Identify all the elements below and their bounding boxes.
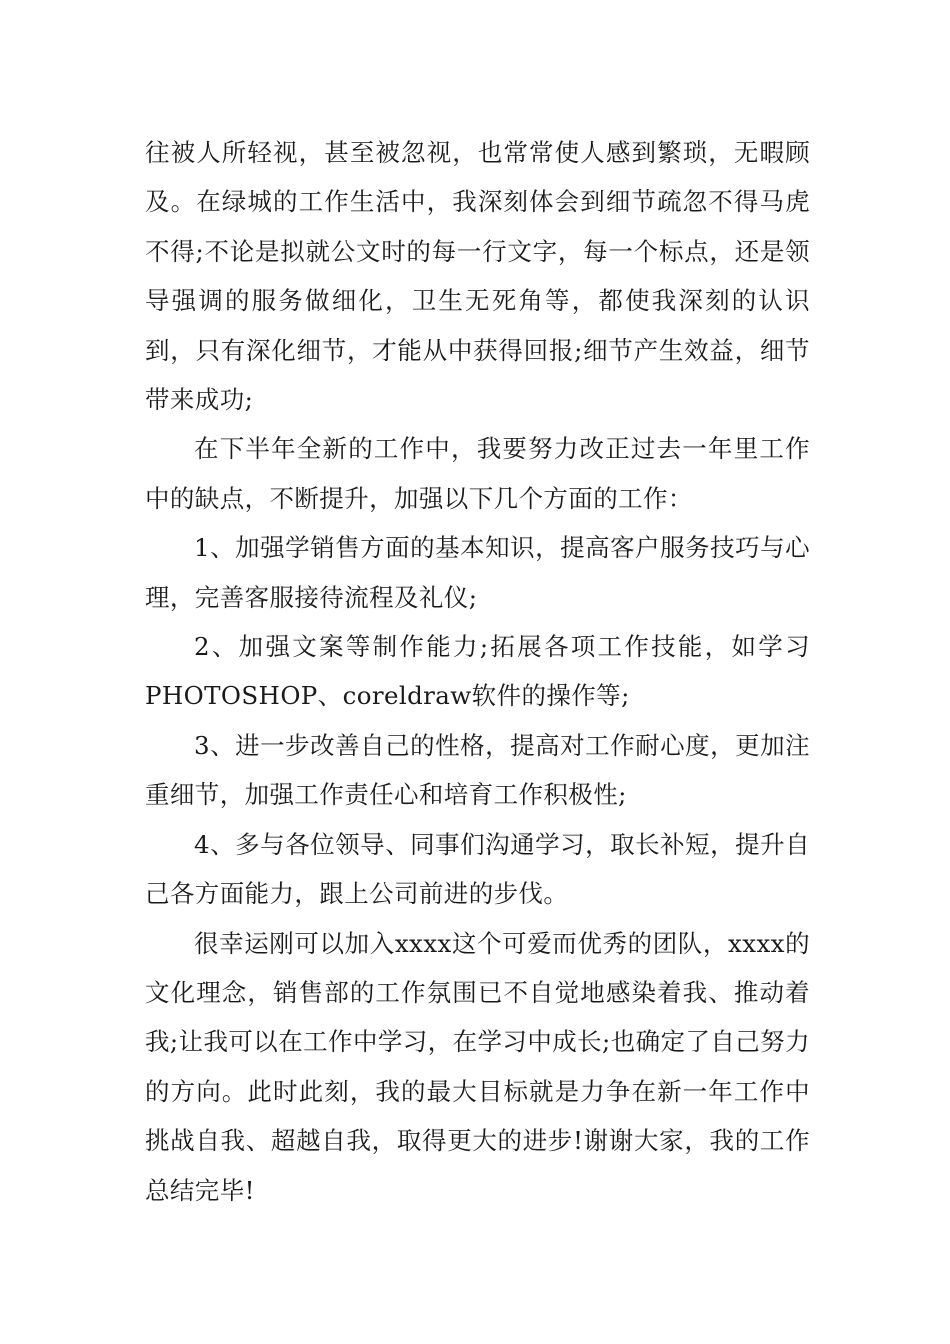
- paragraph-continued-intro: 往被人所轻视，甚至被忽视，也常常使人感到繁琐，无暇顾及。在绿城的工作生活中，我深刻体会到细节疏忽不得马虎不得;不论是拟就公文时的每一行文字，每一个标点，还是领导强调的服务做细化，卫生无死角等，都使我深刻的认识到，只有深化细节，才能从中获得回报;细节产生效益，细节带来成功;: [145, 138, 810, 415]
- list-item-2: 2、加强文案等制作能力;拓展各项工作技能，如学习PHOTOSHOP、coreldraw软件的操作等;: [145, 632, 810, 711]
- paragraph-closing: 很幸运刚可以加入xxxx这个可爱而优秀的团队，xxxx的文化理念，销售部的工作氛围已不自觉地感染着我、推动着我;让我可以在工作中学习，在学习中成长;也确定了自己努力的方向。此时此刻，我的最大目标就是力争在新一年工作中挑战自我、超越自我，取得更大的进步!谢谢大家，我的工作总结完毕!: [145, 928, 810, 1205]
- list-item-4: 4、多与各位领导、同事们沟通学习，取长补短，提升自己各方面能力，跟上公司前进的步伐。: [145, 829, 810, 909]
- list-item-1: 1、加强学销售方面的基本知识，提高客户服务技巧与心理，完善客服接待流程及礼仪;: [145, 533, 810, 612]
- paragraph-work-plan-intro: 在下半年全新的工作中，我要努力改正过去一年里工作中的缺点，不断提升，加强以下几个方面的工作：: [145, 434, 810, 513]
- document-body: [145, 128, 810, 1215]
- list-item-3: 3、进一步改善自己的性格，提高对工作耐心度，更加注重细节，加强工作责任心和培育工作积极性;: [145, 730, 810, 810]
